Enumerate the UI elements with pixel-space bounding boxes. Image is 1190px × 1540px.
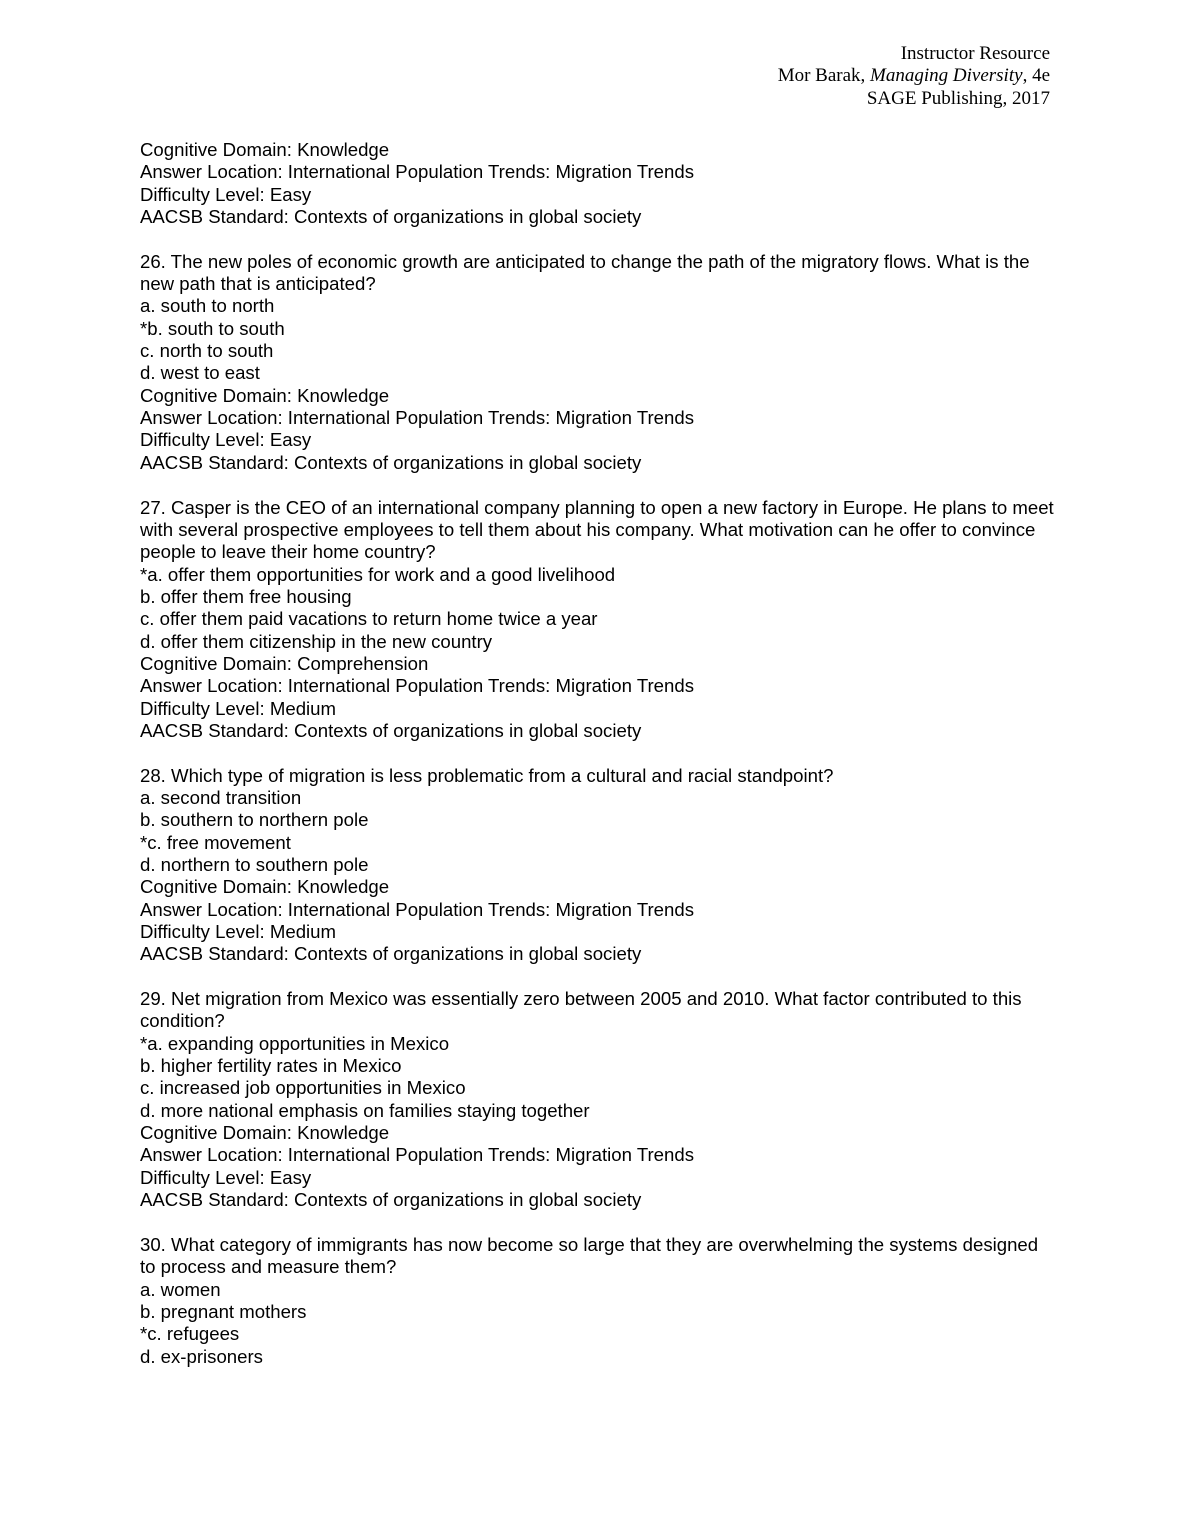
answer-option: b. higher fertility rates in Mexico: [140, 1055, 402, 1077]
answer-option: a. women: [140, 1278, 221, 1300]
question-27: [140, 497, 1055, 743]
answer-option-correct: *b. south to south: [140, 317, 285, 339]
answer-option-correct: *a. offer them opportunities for work and a good livelihood: [140, 563, 616, 585]
meta-answer-location: Answer Location: International Population Trends: Migration Trends: [140, 898, 694, 920]
question-26: [140, 251, 1055, 474]
meta-aacsb: AACSB Standard: Contexts of organizations in global society: [140, 1189, 642, 1211]
answer-option: b. pregnant mothers: [140, 1300, 307, 1322]
answer-option: b. offer them free housing: [140, 585, 352, 607]
answer-option: c. increased job opportunities in Mexico: [140, 1077, 466, 1099]
answer-option-correct: *c. free movement: [140, 831, 291, 853]
meta-cognitive-domain: Cognitive Domain: Knowledge: [140, 876, 390, 898]
spacer: [140, 228, 1055, 250]
question-text: 30. What category of immigrants has now become so large that they are overwhelming the systems designed to process and measure them?: [140, 1233, 1039, 1278]
meta-answer-location: Answer Location: International Population Trends: Migration Trends: [140, 1144, 694, 1166]
meta-aacsb: AACSB Standard: Contexts of organizations in global society: [140, 451, 642, 473]
meta-answer-location: Answer Location: International Population Trends: Migration Trends: [140, 675, 694, 697]
answer-option: b. southern to northern pole: [140, 809, 369, 831]
page-header: [778, 43, 1050, 110]
answer-option: a. second transition: [140, 786, 302, 808]
answer-option: a. south to north: [140, 295, 275, 317]
answer-option: d. more national emphasis on families staying together: [140, 1099, 590, 1121]
meta-aacsb: AACSB Standard: Contexts of organizations in global society: [140, 943, 642, 965]
spacer: [140, 474, 1055, 496]
answer-option: d. northern to southern pole: [140, 854, 369, 875]
meta-difficulty: Difficulty Level: Medium: [140, 921, 336, 943]
header-author: Mor Barak,: [777, 65, 871, 87]
header-edition: , 4e: [1022, 65, 1050, 87]
answer-option-correct: *c. refugees: [140, 1323, 240, 1345]
meta-aacsb: AACSB Standard: Contexts of organizations in global society: [140, 719, 642, 741]
meta-cognitive-domain: Cognitive Domain: Knowledge: [140, 139, 390, 160]
meta-cognitive-domain: Cognitive Domain: Knowledge: [140, 1122, 390, 1144]
question-content: [140, 139, 1055, 1368]
spacer: [140, 966, 1055, 988]
header-publisher-line: SAGE Publishing, 2017: [866, 87, 1050, 109]
question-29: [140, 988, 1055, 1211]
meta-difficulty: Difficulty Level: Easy: [140, 1166, 312, 1188]
meta-difficulty: Difficulty Level: Easy: [140, 183, 312, 205]
answer-option: d. west to east: [140, 362, 260, 384]
question-text: 26. The new poles of economic growth are anticipated to change the path of the migratory flows. What is the new path that is anticipated?: [140, 250, 1030, 295]
previous-question-meta: [140, 139, 1055, 228]
answer-option: d. offer them citizenship in the new country: [140, 630, 493, 652]
question-text: 29. Net migration from Mexico was essentially zero between 2005 and 2010. What factor contributed to this condition?: [140, 988, 1022, 1032]
header-book-title: Managing Diversity: [870, 65, 1023, 87]
question-text: 28. Which type of migration is less problematic from a cultural and racial standpoint?: [140, 764, 834, 786]
question-text: 27. Casper is the CEO of an international company planning to open a new factory in Europe. He plans to meet with several prospective employees to tell them about his company. What motivation can he offer to convince people to leave their home country?: [140, 496, 1054, 563]
answer-option-correct: *a. expanding opportunities in Mexico: [140, 1032, 450, 1054]
header-resource-line: Instructor Resource: [900, 43, 1050, 64]
spacer: [140, 742, 1055, 764]
meta-cognitive-domain: Cognitive Domain: Knowledge: [140, 384, 390, 406]
answer-option: c. offer them paid vacations to return home twice a year: [140, 608, 598, 630]
meta-difficulty: Difficulty Level: Easy: [140, 429, 312, 451]
question-28: [140, 765, 1055, 966]
header-book-line: [778, 65, 1050, 87]
answer-option: d. ex-prisoners: [140, 1345, 263, 1367]
meta-aacsb: AACSB Standard: Contexts of organizations in global society: [140, 206, 642, 228]
meta-answer-location: Answer Location: International Population Trends: Migration Trends: [140, 407, 694, 429]
spacer: [140, 1212, 1055, 1234]
meta-difficulty: Difficulty Level: Medium: [140, 697, 336, 719]
question-30: [140, 1234, 1055, 1368]
meta-cognitive-domain: Cognitive Domain: Comprehension: [140, 652, 429, 674]
answer-option: c. north to south: [140, 340, 274, 362]
meta-answer-location: Answer Location: International Population Trends: Migration Trends: [140, 161, 694, 183]
